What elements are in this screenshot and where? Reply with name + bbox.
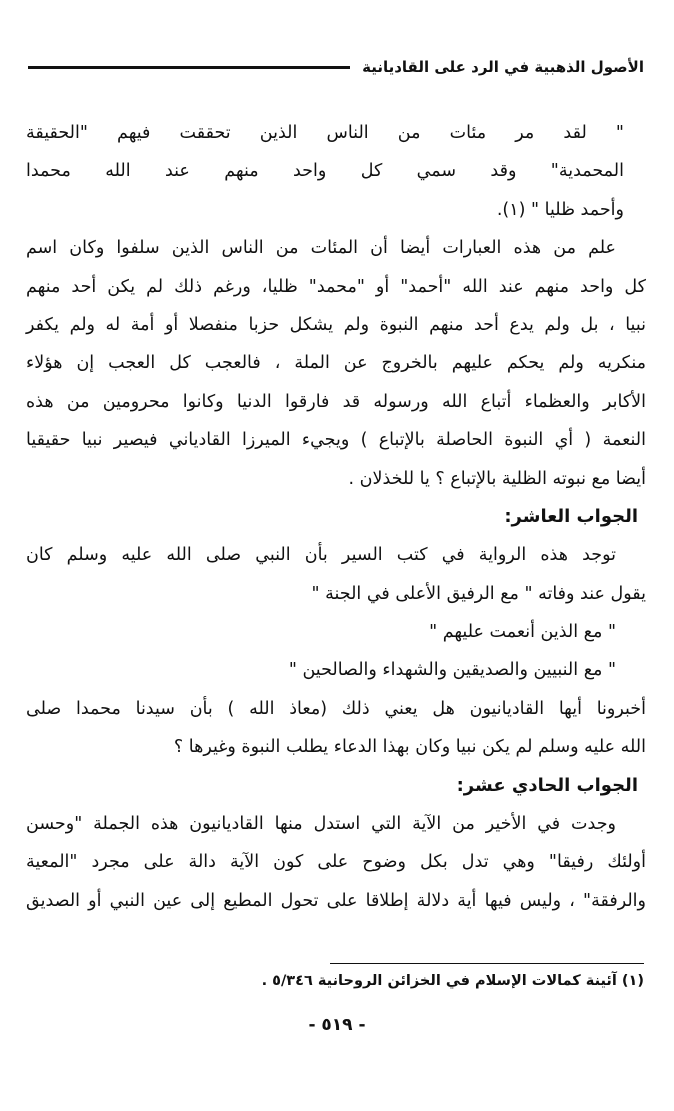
section-heading: الجواب العاشر: bbox=[504, 505, 638, 527]
text-line: والرفقة" ، وليس فيها أية دلالة إطلاقا على تحول المطيع إلى عين النبي أو الصديق bbox=[26, 890, 646, 911]
text-line: توجد هذه الرواية في كتب السير بأن النبي صلى الله عليه وسلم كان bbox=[26, 545, 616, 566]
running-header bbox=[28, 58, 644, 76]
header-rule bbox=[28, 66, 350, 69]
footnote-divider bbox=[330, 963, 644, 964]
text-line: " لقد مر مئات من الناس الذين تحققت فيهم "الحقيقة bbox=[26, 123, 624, 143]
text-line: أولئك رفيقا" وهي تدل بكل وضوح على كون الآية دالة على مجرد "المعية bbox=[26, 852, 646, 873]
footnote: (١) آئينة كمالات الإسلام في الخزائن الروحانية ٥/٣٤٦ . bbox=[261, 973, 644, 989]
page-number-text: - ٥١٩ - bbox=[308, 1015, 366, 1035]
text-line: وجدت في الأخير من الآية التي استدل منها القاديانيون هذه الجملة "وحسن bbox=[26, 814, 616, 835]
text-line: وأحمد ظليا " (١). bbox=[496, 199, 624, 220]
text-line: أخبرونا أيها القاديانيون هل يعني ذلك (معاذ الله ) بأن سيدنا محمدا صلى bbox=[26, 698, 646, 719]
text-line: يقول عند وفاته " مع الرفيق الأعلى في الجنة " bbox=[311, 583, 646, 604]
body-text bbox=[26, 114, 646, 920]
text-line: الأكابر والعظماء أتباع الله ورسوله قد فارقوا الدنيا وكانوا محرومين من هذه bbox=[26, 391, 646, 412]
header-title: الأصول الذهبية في الرد على القاديانية bbox=[362, 58, 644, 76]
text-line: كل واحد منهم عند الله "أحمد" أو "محمد" ظليا، ورغم ذلك لم يكن أحد منهم bbox=[26, 276, 646, 297]
text-line: علم من هذه العبارات أيضا أن المئات من الناس الذين سلفوا وكان اسم bbox=[26, 238, 616, 259]
text-line: منكريه ولم يحكم عليهم بالخروج عن الملة ، فالعجب كل العجب إن هؤلاء bbox=[26, 353, 646, 374]
section-heading: الجواب الحادي عشر: bbox=[456, 774, 638, 796]
text-line: " مع الذين أنعمت عليهم " bbox=[429, 622, 616, 643]
text-line: الله عليه وسلم لم يكن نبيا وكان بهذا الدعاء يطلب النبوة وغيرها ؟ bbox=[173, 737, 646, 758]
text-line: أيضا مع نبوته الظلية بالإتباع ؟ يا للخذلان . bbox=[348, 468, 646, 489]
text-line: نبيا ، بل ولم يدع أحد منهم النبوة ولم يشكل حزبا منفصلا أو أمة له ولم يكفر bbox=[26, 314, 646, 335]
text-line: النعمة ( أي النبوة الحاصلة بالإتباع ) ويجيء الميرزا القادياني فيصير نبيا حقيقيا bbox=[26, 430, 646, 451]
text-line: " مع النبيين والصديقين والشهداء والصالحين " bbox=[288, 660, 616, 681]
page-number bbox=[0, 1015, 674, 1035]
text-line: المحمدية" وقد سمي كل واحد منهم عند الله محمدا bbox=[26, 161, 624, 182]
